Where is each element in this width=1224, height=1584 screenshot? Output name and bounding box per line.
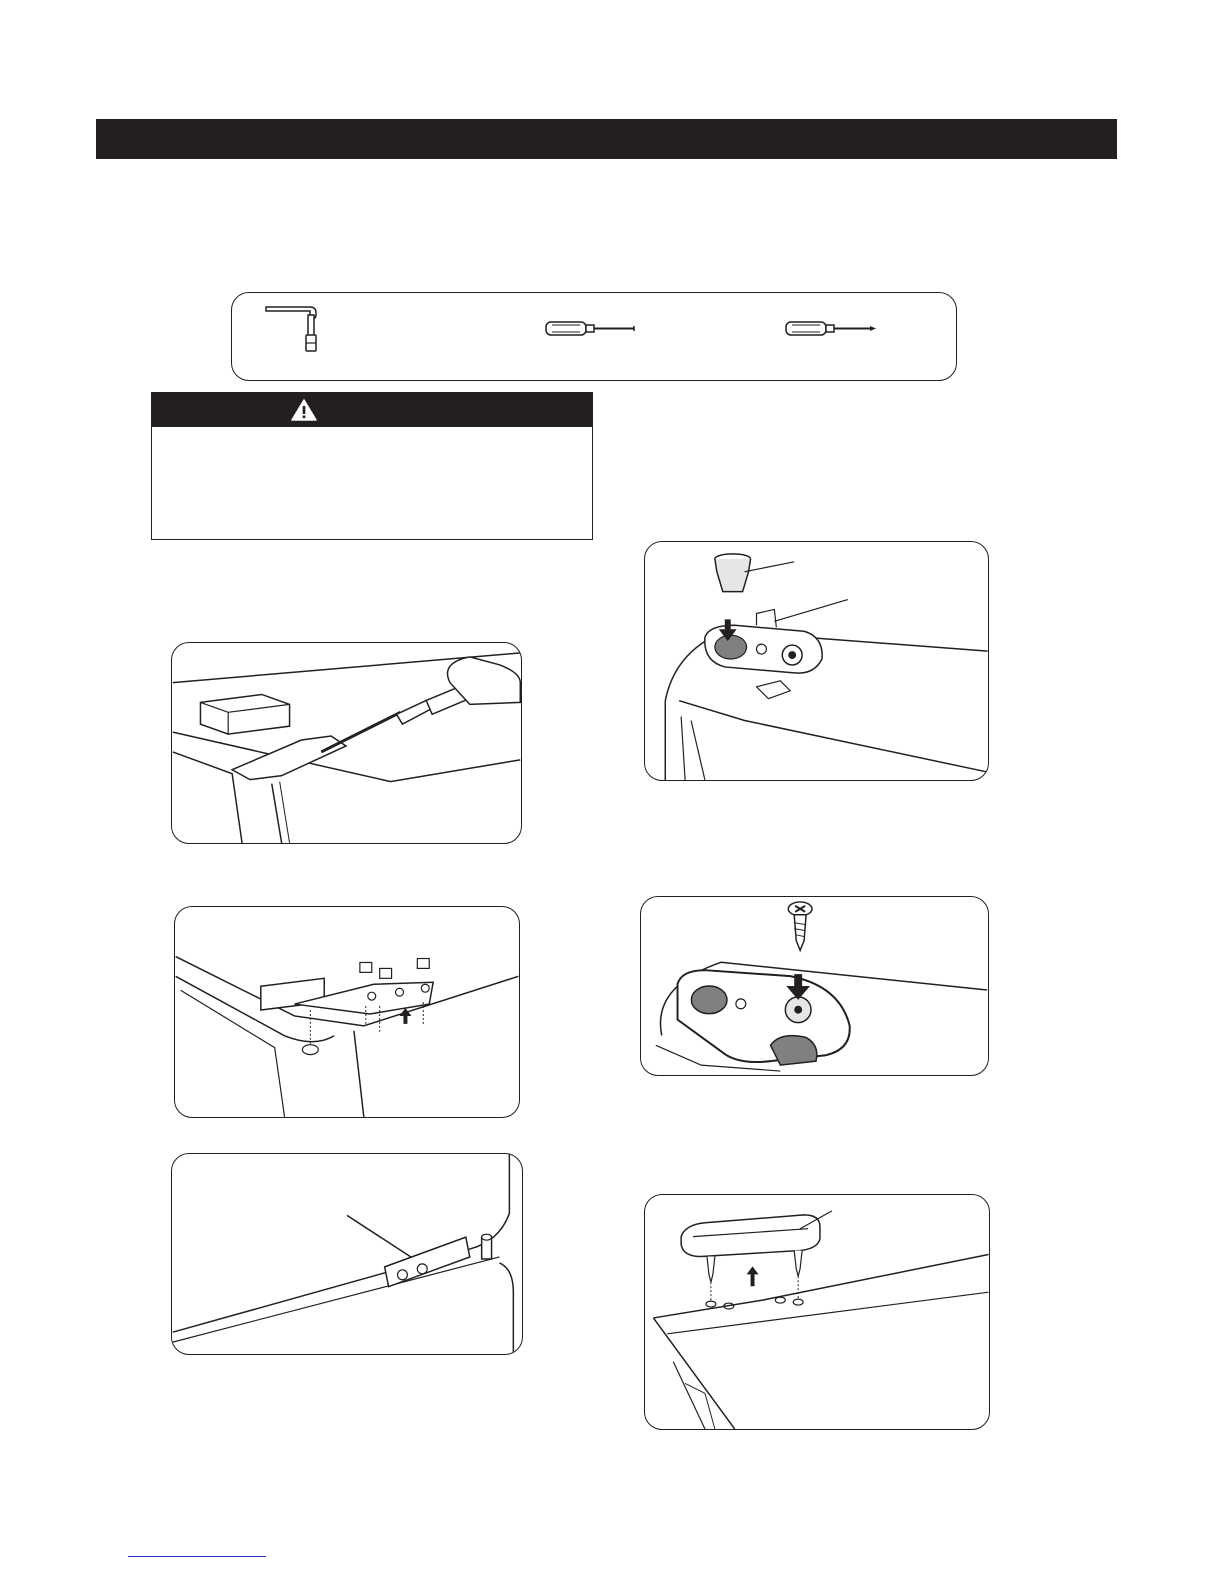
footer-link[interactable] — [128, 1556, 266, 1557]
figure-hinge-bracket — [171, 1153, 523, 1355]
screw-icon — [641, 897, 988, 1075]
hinge-icon — [172, 1154, 522, 1354]
warning-triangle-icon — [290, 398, 318, 422]
figure-top-hinge-bolts — [174, 906, 520, 1118]
figure-hinge-screw-install — [640, 896, 989, 1076]
bushing-icon — [645, 542, 988, 780]
section-header-bar — [96, 119, 1117, 159]
required-tools-box — [231, 292, 957, 381]
warning-box — [151, 392, 593, 540]
flat-screwdriver-icon — [544, 319, 640, 339]
figure-hinge-cover-removal — [171, 642, 522, 844]
cover-icon — [645, 1195, 989, 1429]
phillips-screwdriver-icon — [784, 319, 880, 339]
bolt-icon — [175, 907, 519, 1117]
socket-wrench-icon — [264, 301, 328, 361]
figure-hinge-cover-install — [644, 1194, 990, 1430]
warning-header — [152, 393, 592, 427]
screwdriver-icon — [172, 643, 521, 843]
figure-hinge-pin-bushing — [644, 541, 989, 781]
